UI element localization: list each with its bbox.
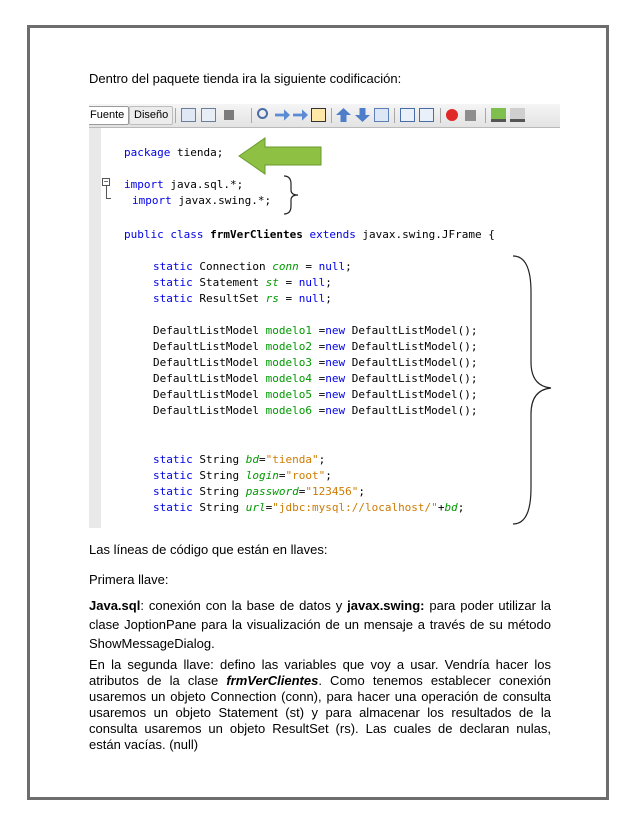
record-macro-icon[interactable] <box>446 109 458 121</box>
code-line-field-st: static Statement st = null; <box>153 276 332 289</box>
fold-toggle-icon[interactable]: − <box>103 177 109 186</box>
toolbar-separator <box>485 108 486 123</box>
fold-line-end <box>106 198 111 199</box>
paragraph-segunda-llave: En la segunda llave: defino las variables que voy a usar. Vendría hacer los atributos de la clase frmVerClientes. Como tenemos establecer conexión usaremos un objeto Connection (conn), para hacer una operación de consulta usaremos un objeto Statement (st) y para almacenar los resultados de la consulta usaremos un objeto ResultSet (rs). Las cuales de declaran nulas, están vacías. (null) <box>89 657 551 752</box>
shift-right-icon[interactable] <box>419 108 434 122</box>
code-line-model5: DefaultListModel modelo5 =new DefaultListModel(); <box>153 388 478 401</box>
toolbar-separator <box>394 108 395 123</box>
code-line-string-url: static String url="jdbc:mysql://localhost/"+bd; <box>153 501 465 514</box>
green-arrow-icon <box>237 136 323 176</box>
code-line-field-rs: static ResultSet rs = null; <box>153 292 332 305</box>
paragraph-primera-llave: Java.sql: conexión con la base de datos y javax.swing: para poder utilizar la clase JoptionPane para la visualización de un mensaje a través de su método ShowMessageDialog. <box>89 598 551 651</box>
find-next-icon[interactable] <box>293 108 308 122</box>
find-previous-icon[interactable] <box>275 108 290 122</box>
code-line-string-bd: static String bd="tienda"; <box>153 453 326 466</box>
import-brace-icon <box>281 174 301 216</box>
code-line-class: public class frmVerClientes extends javax.swing.JFrame { <box>124 228 495 241</box>
previous-bookmark-icon[interactable] <box>336 108 351 122</box>
toolbar-separator <box>251 108 252 123</box>
llaves-title: Las líneas de código que están en llaves: <box>89 542 328 557</box>
code-line-string-login: static String login="root"; <box>153 469 332 482</box>
code-line-model2: DefaultListModel modelo2 =new DefaultListModel(); <box>153 340 478 353</box>
code-line-import-swing: import javax.swing.*; <box>132 194 272 207</box>
uncomment-icon[interactable] <box>510 108 525 122</box>
toggle-bookmark-icon[interactable] <box>374 108 389 122</box>
comment-icon[interactable] <box>491 108 506 122</box>
intro-text: Dentro del paquete tienda ira la siguiente codificación: <box>89 71 402 86</box>
editor-toolbar <box>89 104 560 128</box>
code-line-model6: DefaultListModel modelo6 =new DefaultListModel(); <box>153 404 478 417</box>
next-bookmark-icon[interactable] <box>355 108 370 122</box>
toggle-highlight-icon[interactable] <box>311 108 326 122</box>
toolbar-separator <box>331 108 332 123</box>
code-line-string-password: static String password="123456"; <box>153 485 365 498</box>
code-line-model1: DefaultListModel modelo1 =new DefaultListModel(); <box>153 324 478 337</box>
code-line-model4: DefaultListModel modelo4 =new DefaultListModel(); <box>153 372 478 385</box>
stop-macro-icon[interactable] <box>465 110 476 121</box>
forward-history-icon[interactable] <box>201 108 216 122</box>
code-line-import-sql: import java.sql.*; <box>124 178 244 191</box>
editor-gutter <box>89 128 101 528</box>
code-line-package: package tienda; <box>124 146 224 159</box>
primera-llave-label: Primera llave: <box>89 572 169 587</box>
toolbar-separator <box>440 108 441 123</box>
code-line-field-conn: static Connection conn = null; <box>153 260 352 273</box>
tab-fuente[interactable]: Fuente <box>89 106 129 125</box>
shift-left-icon[interactable] <box>400 108 415 122</box>
find-icon[interactable] <box>257 108 268 119</box>
back-history-icon[interactable] <box>181 108 196 122</box>
code-line-model3: DefaultListModel modelo3 =new DefaultListModel(); <box>153 356 478 369</box>
toolbar-separator <box>175 108 176 123</box>
fields-brace-icon <box>509 252 555 528</box>
code-screenshot <box>89 104 560 528</box>
last-edit-icon[interactable] <box>224 110 234 120</box>
tab-diseno[interactable]: Diseño <box>129 106 173 125</box>
